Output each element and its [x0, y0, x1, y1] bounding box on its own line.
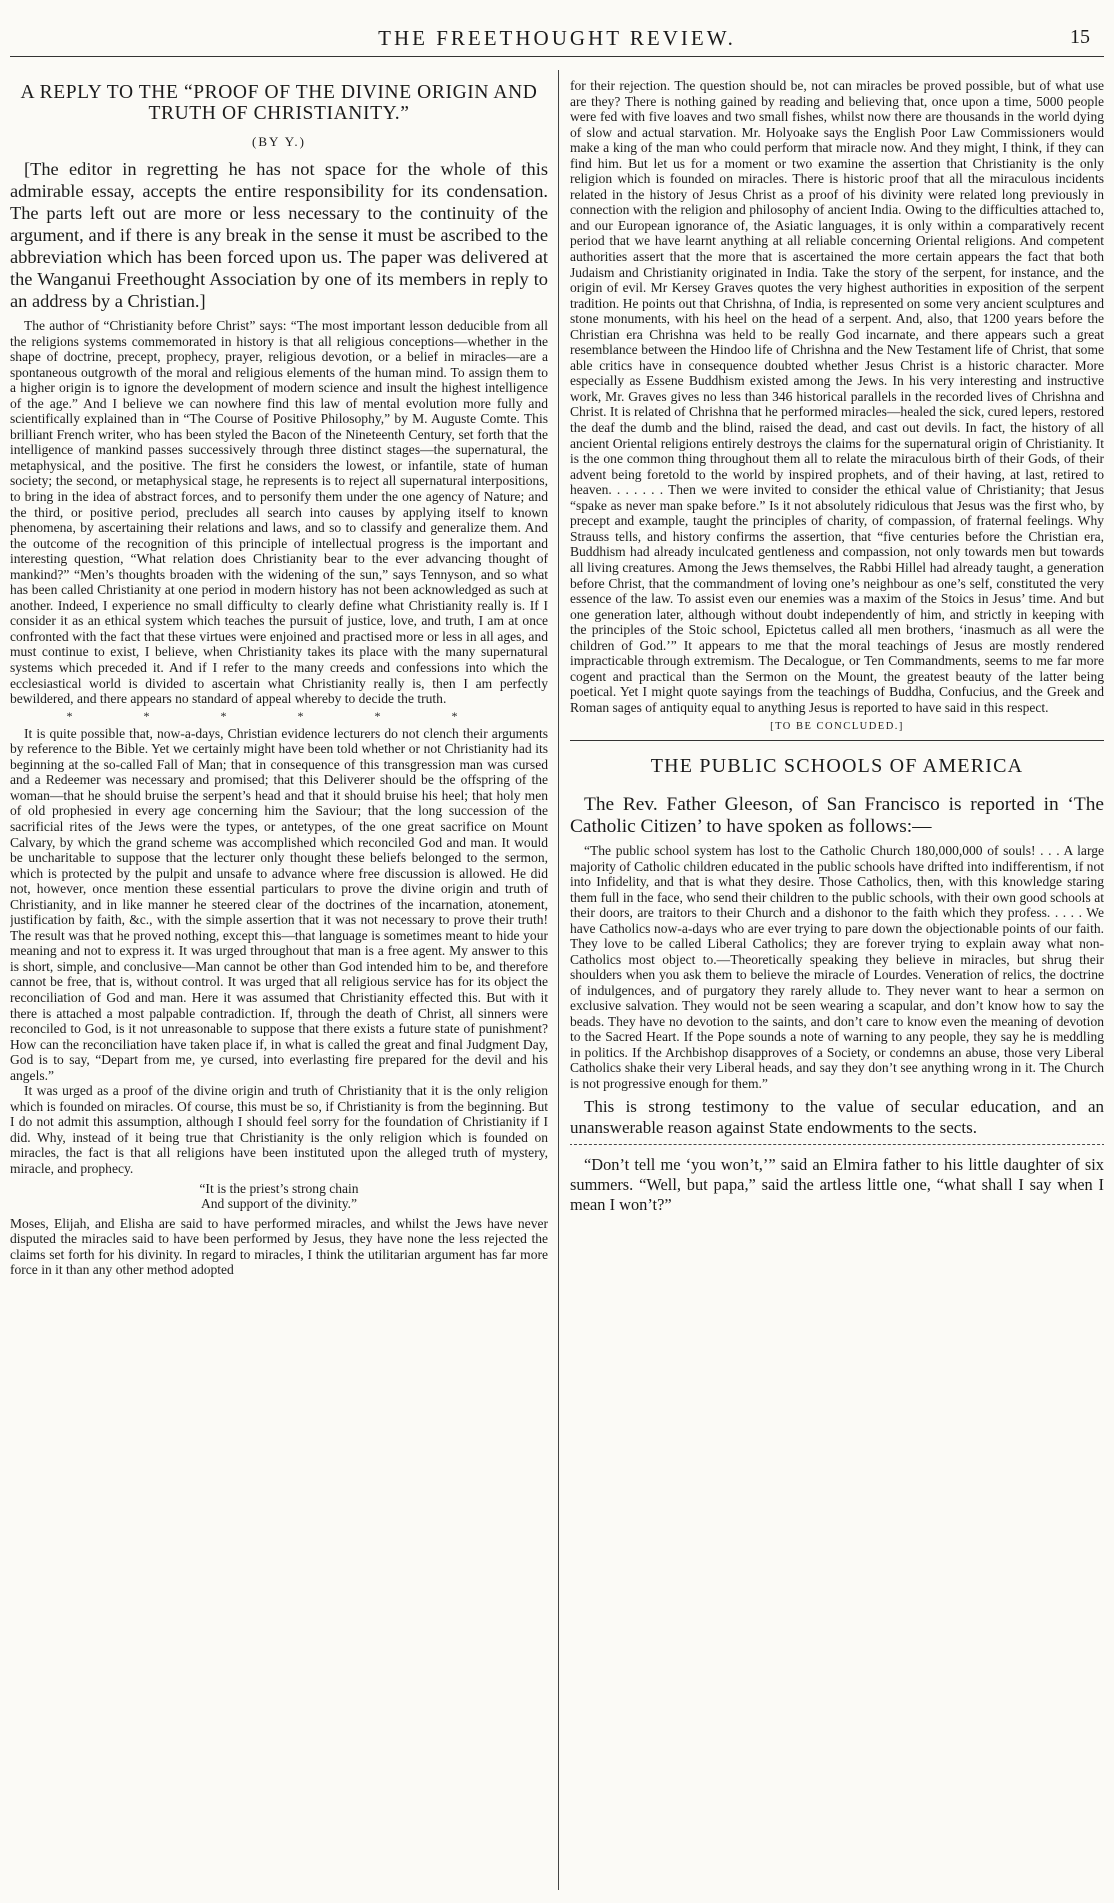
article-separator [570, 1144, 1104, 1145]
paragraph: The author of “Christianity before Christ” says: “The most important lesson deducible from all the religions systems commemorated in history is that all religious conceptions—whether in the shape of doctrine, precept, prophecy, prayer, religious devotion, or a belief in miracles—are a spontaneous outgrowth of the moral and religious elements of the human mind. To assign them to a higher origin is to ignore the development of modern science and insult the highest intelligence of the age.” And I believe we can nowhere find this law of mental evolution more fully and scientifically explained than in “The Course of Positive Philosophy,” by M. Auguste Comte. This brilliant French writer, who has been styled the Bacon of the Nineteenth Century, set forth that the intelligence of mankind passes successively through three distinct stages—the supernatural, the metaphysical, and the positive. The first he considers the lowest, or infantile, state of human society; the second, or metaphysical stage, he represents is to reject all supernatural interpositions, to bring in the idea of abstract forces, and to personify them under the one agency of Nature; and the third, or positive period, precludes all search into causes by applying itself to known phenomena, by ascertaining their relations and laws, and so to classify and generalize them. And the outcome of the recognition of this principle of intellectual progress is the important and interesting question, “What relation does Christianity bear to the ever advancing thought of mankind?” “Men’s thoughts broaden with the widening of the sun,” says Tennyson, and so what has been called Christianity at one period in modern history has not been acknowledged as such at another. Indeed, I experience no small difficulty to clearly define what Christianity really is. If I consider it as an ethical system which teaches the pursuit of justice, love, and truth, I am at once confronted with the fact that these virtues were enjoined and practised more or less in all ages, and must continue to exist, I believe, when Christianity takes its place with the many supernatural systems which preceded it. And if I refer to the many creeds and confessions into which the ecclesiastical world is divided to ascertain what Christianity really is, then I am perfectly bewildered, and there appears no standard of appeal whereby to decide the truth. [10, 318, 548, 707]
header-rule [10, 56, 1104, 57]
to-be-concluded: [TO BE CONCLUDED.] [770, 721, 904, 733]
paragraph: Moses, Elijah, and Elisha are said to have performed miracles, and whilst the Jews have never disputed the miracles said to have been performed by Jesus, they have none the less rejected the claims set forth for his divinity. In regard to miracles, I think the utilitarian argument has far more force in it than any other method adopted [10, 1215, 548, 1278]
article-conclusion: This is strong testimony to the value of secular education, and an unanswerable reason against State endowments to the sects. [570, 1097, 1104, 1137]
editor-note: [The editor in regretting he has not space for the whole of this admirable essay, accepts the entire responsibility for its condensation. The parts left out are more or less necessary to the continuity of the argument, and if there is any break in the sense it must be ascribed to the abbreviation which has been forced upon us. The paper was delivered at the Wanganui Freethought Association by one of its members in reply to an address by a Christian.] [10, 159, 548, 311]
verse-quote [10, 1181, 548, 1212]
byline: (BY Y.) [252, 134, 306, 149]
left-column [10, 78, 548, 1886]
anecdote: “Don’t tell me ‘you won’t,’” said an Elmira father to his little daughter of six summers. “Well, but papa,” said the artless little one, “what shall I say when I mean I won’t?” [570, 1155, 1104, 1214]
quoted-speech: “The public school system has lost to the Catholic Church 180,000,000 of souls! . . . A large majority of Catholic children educated in the public schools have drifted into indifferentism, if not into Infidelity, and that is what they desire. Those Catholics, then, with this knowledge staring them full in the face, who send their children to the public schools, with their own good schools at their doors, are traitors to their Church and a dishonor to the faith which they profess. . . . . We have Catholics now-a-days who are ever trying to pare down the objectionable points of our faith. They love to be called Liberal Catholics; they are forever trying to explain away what non-Catholics most object to.—Theoretically speaking they believe in miracles, but shrug their shoulders when you ask them to believe the miracle of Lourdes. Veneration of relics, the doctrine of indulgences, and of purgatory they rarely allude to. They never want to hear a sermon on exclusive salvation. They would not be seen wearing a scapular, and don’t know how to say the beads. They have no devotion to the saints, and don’t care to know even the meaning of devotion to the Sacred Heart. If the Pope sounds a note of warning to any people, they say he is meddling in politics. If the Archbishop disapproves of a Society, or condemns an abuse, those very Liberal Catholics shake their very Liberal heads, and say they don’t see anything wrong in it. The Church is not progressive enough for them.” [570, 843, 1104, 1091]
page-number: 15 [1070, 26, 1090, 48]
right-column [570, 78, 1104, 1886]
page-header [0, 0, 1114, 50]
article-lead: The Rev. Father Gleeson, of San Francisco is reported in ‘The Catholic Citizen’ to have spoken as follows:— [570, 794, 1104, 837]
paragraph: It is quite possible that, now-a-days, Christian evidence lecturers do not clench their arguments by reference to the Bible. Yet we certainly might have been told whether or not Christianity had its beginning at the so-called Fall of Man; that in consequence of this transgression man was cursed and a Redeemer was necessary and promised; that this Deliverer should be the offspring of the woman—that he should bruise the serpent’s head and that it should bruise his heel; that holy men of old prophesied in every age concerning him the Saviour; that the long succession of the sacrificial rites of the Jews were the types, or antetypes, of the one great sacrifice on Mount Calvary, by which the grand scheme was accomplished which reconciled God and man. It would be uncharitable to suppose that the lecturer only thought these beliefs belonged to the sermon, which is protected by the pulpit and unsafe to advance where free discussion is allowed. He did not, however, once mention these essential particulars to prove the divine origin and truth of Christianity, and in like manner he steered clear of the doctrines of the incarnation, atonement, justification by faith, &c., with the simple assertion that it was not necessary to prove their truth! The result was that he proved nothing, except this—that language is sometimes meant to hide your meaning and not to express it. It was urged throughout that man is a free agent. My answer to this is short, simple, and conclusive—Man cannot be other than God intended him to be, and therefore cannot be free, that is, without control. It was urged that all religious service has for its object the reconciliation of God and man. Here it was assumed that Christianity effected this. But with it there is attached a most palpable contradiction. If, through the death of Christ, all sinners were reconciled to God, is it not unreasonable to suppose that there exists a future state of punishment? How can the reconciliation have taken place if, in what is called the great and final Judgment Day, God is to say, “Depart from me, ye cursed, into everlasting fire prepared for the devil and his angels.” [10, 725, 548, 1083]
article-title: A REPLY TO THE “PROOF OF THE DIVINE ORIGIN AND TRUTH OF CHRISTIANITY.” [20, 82, 538, 124]
section-break: * * * * * * [66, 708, 492, 723]
verse-line: “It is the priest’s strong chain [199, 1180, 359, 1196]
article-separator [570, 740, 1104, 741]
column-divider [558, 70, 559, 1890]
verse-line: And support of the divinity.” [200, 1196, 358, 1212]
running-head: THE FREETHOUGHT REVIEW. [378, 26, 736, 50]
paragraph: It was urged as a proof of the divine origin and truth of Christianity that it is the only religion which is founded on miracles. Of course, this must be so, if Christianity is from the beginning. But I do not admit this assumption, although I should feel sorry for the foundation of Christianity if I did. Why, instead of it being true that Christianity is the only religion which is founded on miracles, the fact is that all religions have been instituted upon the alleged truth of mystery, miracle, and prophecy. [10, 1083, 548, 1176]
paragraph-continued: for their rejection. The question should be, not can miracles be proved possible, but of what use are they? There is nothing gained by reading and believing that, once upon a time, 5000 people were fed with five loaves and two small fishes, whilst now there are thousands in the world dying of slow and actual starvation. Mr. Holyoake says the English Poor Law Commissioners would make a king of the man who could perform that miracle now. And they might, I think, if they can find him. But let us for a moment or two examine the assertion that Christianity is the only religion which is founded on miracles. There is historic proof that all the miraculous incidents related in the history of Jesus Christ as a proof of his divinity were related long previously in connection with the religion and philosophy of ancient India. Owing to the difficulties attached to, and our European ignorance of, the Asiatic languages, it is only within a comparatively recent period that we have learnt anything at all reliable concerning Oriental religions. And competent authorities assert that the more that is ascertained the more certain appears the fact that both Judaism and Christianity originated in India. Take the story of the serpent, for instance, and the origin of evil. Mr Kersey Graves quotes the very highest authorities in exposition of the serpent tradition. He points out that Chrishna, of India, is represented on some very ancient sculptures and stone monuments, with his heel on the head of a serpent. And, also, that 1200 years before the Christian era Chrishna was held to be really God incarnate, and there appears such a great resemblance between the Hindoo life of Chrishna and the New Testament life of Christ, that some able critics have in consequence doubted whether Jesus Christ is a historic character. More especially as Essene Buddhism existed among the Jews. In his very interesting and instructive work, Mr. Graves gives no less than 346 historical parallels in the recorded lives of Chrishna and Christ. It is related of Chrishna that he performed miracles—healed the sick, cured lepers, restored the deaf the dumb and the blind, raised the dead, and cast out devils. In fact, the history of all ancient Oriental religions entirely destroys the claims for the supernatural origin of Christianity. It is the one common thing throughout them all to relate the miraculous birth of their Gods, of their advent being foretold to the world by inspired prophets, and of their having, at last, retired to heaven. . . . . . . Then we were invited to consider the ethical value of Christianity; that Jesus “spake as never man spake before.” Is it not absolutely ridiculous that Jesus was the first who, by precept and example, taught the principles of charity, of compassion, of fraternal feelings. Why Strauss tells, and history confirms the assertion, that “five centuries before the Christian era, Buddhism had already inculcated gentleness and compassion, not only towards men but towards all living creatures. Among the Jews themselves, the Rabbi Hillel had already taught, a generation before Christ, that the commandment of loving one’s neighbour as one’s self, constituted the very essence of the law. To assist even our enemies was a maxim of the Stoics in Jesus’ time. And but one generation later, although without doubt independently of him, and strictly in keeping with the principles of the Stoic school, Epictetus called all men brothers, ‘inasmuch as all were the children of God.’” It appears to me that the moral teachings of Jesus are mostly rendered impracticable through extremism. The Decalogue, or Ten Commandments, seems to me far more cogent and practical than the Sermon on the Mount, the greatest beauty of the latter being poetical. Yet I might quote sayings from the teachings of Buddha, Confucius, and the Greek and Roman sages of antiquity equal to anything Jesus is reported to have said in this respect. [570, 78, 1104, 715]
article-title: THE PUBLIC SCHOOLS OF AMERICA [650, 755, 1024, 778]
